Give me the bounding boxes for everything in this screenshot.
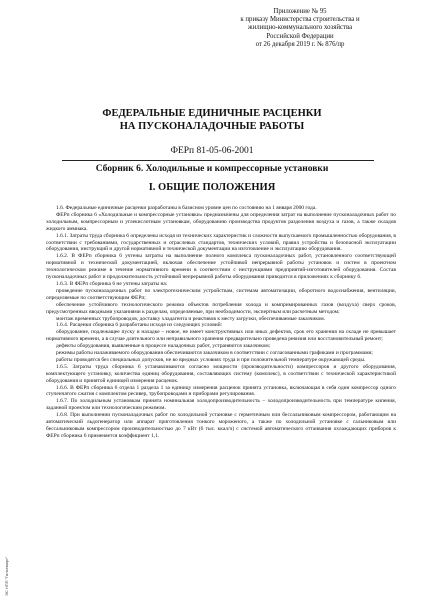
paragraph: 1.6.4. Расценки сборника 6 разработаны исходя из следующих условий: [56,322,223,329]
appendix-line: жилищно-коммунального хозяйства [247,24,353,32]
paragraph: проведение пусконаладочных работ по электротехническим устройствам, системам автоматизации, оборотного водоснабжения, вентиляции, определяемые по соответствующим ФЕРп; [46,287,396,301]
paragraph: дефекты оборудования, выявленные в процессе наладочных работ, устраняются заказчиком; [56,343,271,350]
paragraph: 1.6. Федеральные единичные расценки разработаны в базисном уровне цен по состоянию на 1 января 2000 года. [56,205,317,211]
paragraph: 1.6.6. В ФЕРп сборника 6 отдела 1 раздела 1 за единицу измерения расценок принята установка, включающая в себя один компрессор одного ступенчатого сжатия с комплектом ресивер, трубопроводами и приборами регулирования. [46,384,396,398]
paragraph: режимы работы налаживаемого оборудования обеспечиваются заказчиком в соответствии с согласованными графиками и программами; [56,350,373,357]
document-title [0,108,424,133]
paragraph: монтаж временных трубопроводов, доставку хладагента и реактивов к месту загрузки, обеспечиваемые заказчиком. [56,315,326,322]
paragraph: 1.6.8. При выполнении пусконаладочных работ по холодильной установке с герметичным или бессальниковым компрессором, работающим на автоматический льдогенератор или аппарат приготовления тонкого мороженого, а также по холодильной установке с сальниковым или бессальниковым компрессором производительностью до 7 кВт (6 тыс. ккал/ч) с системой автоматического оттаивания охлаждающих приборов к ФЕРп сборника 6 применяется коэффициент 1,1. [46,412,396,439]
document-code: ФЕРп 81-05-06-2001 [170,146,254,156]
title-line: НА ПУСКОНАЛАДОЧНЫЕ РАБОТЫ [119,120,305,132]
paragraph: 1.6.1. Затраты труда сборника 6 определены исходя из технических характеристик и сложности выпускаемого промышленностью оборудования, в соответствии с требованиями, государственных и отраслевых стандартов, технических условий, правил устройства и безопасной эксплуатации оборудования, инструкций и другой нормативной и технической документации на изготовление и эксплуатацию оборудования. [46,232,396,253]
paragraph: ФЕРп сборника 6 «Холодильные и компрессорные установки» предназначены для определения затрат на выполнение пусконаладочных работ по холодильным, компрессорным и углекислотным установкам, оборудованию производства продуктов разделения воздуха и газов, а также складов жидкого аммиака. [46,211,396,232]
paragraph: 1.6.7. По холодильным установкам принята номинальная холодопроизводительность – холодопроизводительность при температуре кипения, заданной проектом или технологическим режимом. [46,398,396,412]
side-stamp: ЭС НПП "Гильемарт" [4,556,9,596]
title-line: ФЕДЕРАЛЬНЫЕ ЕДИНИЧНЫЕ РАСЦЕНКИ [102,108,322,119]
paragraph: оборудование, подлежащее пуску и наладке – новое, не имеет конструктивных или иных дефектов, срок его хранения на складе не превышает нормативного времени, а в случае длительного или неправильного хранения предварительно проведена ревизия или восстановительный ремонт; [46,329,396,343]
appendix-line: Российской Федерации [266,32,334,40]
paragraph: 1.6.2. В ФЕРп сборника 6 учтены затраты на выполнение полного комплекса пусконаладочных работ, установленного соответствующей нормативной и технической документацией, включая обеспечение устойчивой непрерывной работы установок и систем в проектном технологическом режиме в течение нормативного времени в соответствии с инструкциями предприятий-изготовителей оборудования. Состав пусконаладочных работ и продолжительность устойчивой непрерывной работы оборудования приводится в приложениях к сборнику 6. [46,253,396,281]
paragraph: 1.6.3. В ФЕРп сборника 6 не учтены затраты на: [56,280,168,287]
appendix-line: к приказу Министерства строительства и [240,16,360,24]
divider [62,160,374,161]
paragraph: 1.6.5. Затраты труда сборника 6 устанавливаются согласно мощности (производительности) компрессоров и другого оборудования, комплектующего установку, количества единиц оборудования, составляющих систему (комплекс), в соответствии с технической характеристикой оборудования и принятой единицей измерения расценок. [46,363,396,384]
section-heading: I. ОБЩИЕ ПОЛОЖЕНИЯ [148,182,276,193]
appendix-line: от 26 декабря 2019 г. № 876/пр [255,40,345,48]
collection-title: Сборник 6. Холодильные и компрессорные установки [95,164,329,174]
appendix-line: Приложение № 95 [273,8,327,15]
body-text [46,205,396,440]
paragraph: работы проводятся без специальных допусков, не во вредных условиях труда и при положительной температуре окружающей среды. [56,356,366,363]
appendix-note [200,8,400,49]
paragraph: обеспечение устойчивого технологического режима объектов потребления холода и компримированных газов (воздуха) сверх сроков, предусмотренных вводными указаниями к разделам, определяемые, при необходимости, экспертным или расчетным методом; [46,301,396,315]
